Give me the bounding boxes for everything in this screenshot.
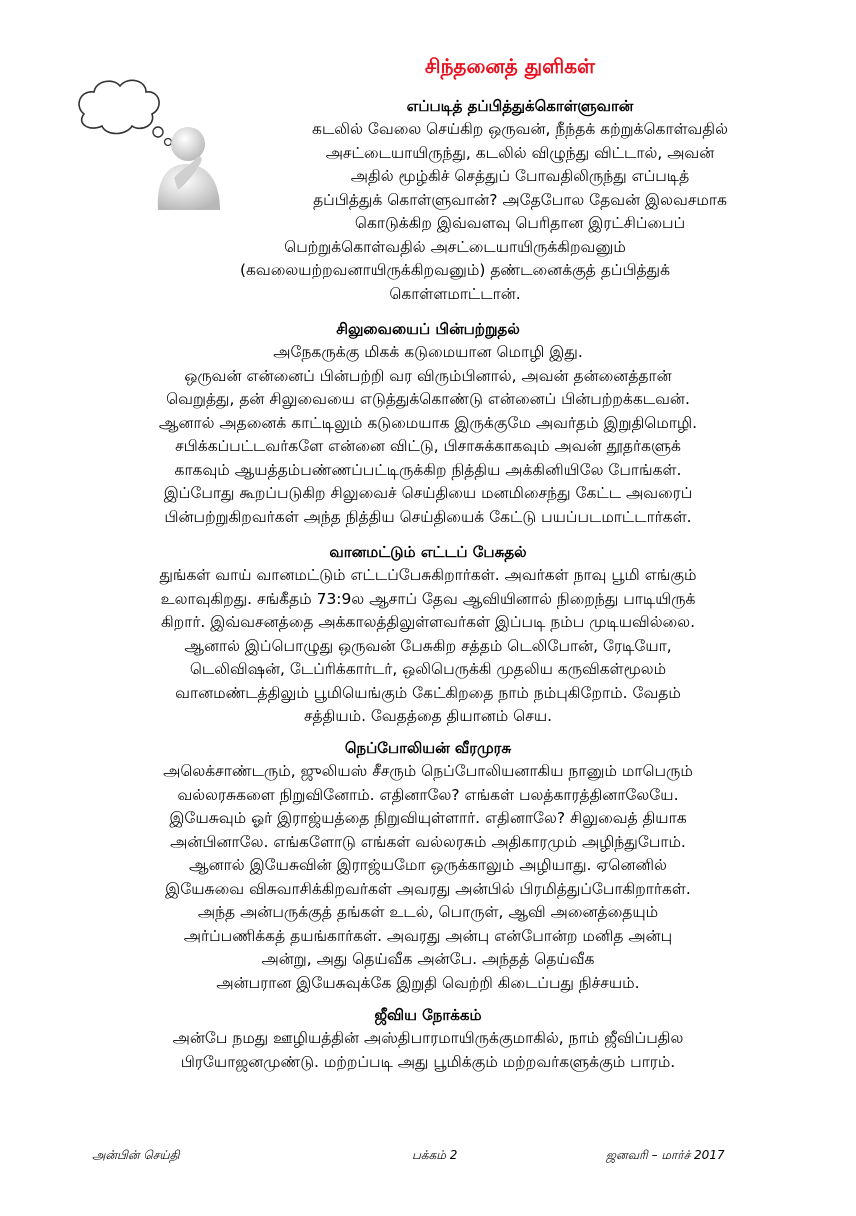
text-line: பிரயோஜனமுண்டு. மற்றப்படி அது பூமிக்கும் மற்றவர்களுக்கும் பாரம். <box>180 1052 676 1071</box>
section-title: ஜீவிய நோக்கம் <box>374 1006 482 1024</box>
text-line: அர்ப்பணிக்கத் தயங்கார்கள். அவரது அன்பு என்போன்ற மனித அன்பு <box>183 926 673 945</box>
text-line: வானமண்டத்திலும் பூமியெங்கும் கேட்கிறதை நாம் நம்புகிறோம். வேதம் <box>175 683 681 702</box>
footer-publication: அன்பின் செய்தி <box>92 1148 180 1162</box>
text-line: தப்பித்துக் கொள்ளுவான்? அதேபோல தேவன் இலவசமாக <box>313 190 727 209</box>
text-line: கடலில் வேலை செய்கிற ஒருவன், நீந்தக் கற்றுக்கொள்வதில் <box>312 120 728 138</box>
text-line: பெற்றுக்கொள்வதில் அசட்டையாயிருக்கிறவனும் <box>284 237 626 256</box>
text-line: கொள்ளமாட்டான். <box>389 284 521 303</box>
section-life-purpose <box>58 1003 798 1074</box>
text-line: அன்பே நமது ஊழியத்தின் அஸ்திபாரமாயிருக்குமாகில், நாம் ஜீவிப்பதில <box>172 1029 684 1047</box>
text-line: இயேசுவை விசுவாசிக்கிறவர்கள் அவரது அன்பில் பிரமித்துப்போகிறார்கள். <box>165 879 691 898</box>
text-line: துங்கள் வாய் வானமட்டும் எட்டப்பேசுகிறார்கள். அவர்கள் நாவு பூமி எங்கும் <box>159 566 697 584</box>
text-line: இப்போது கூறப்படுகிற சிலுவைச் செய்தியை மனமிசைந்து கேட்ட அவரைப் <box>163 484 693 502</box>
text-line: அன்பரான இயேசுவுக்கே இறுதி வெற்றி கிடைப்பது நிச்சயம். <box>216 973 640 992</box>
text-line: கிறார். இவ்வசனத்தை அக்காலத்திலுள்ளவர்கள் இப்படி நம்ப முடியவில்லை. <box>160 613 696 631</box>
section-title: வானமட்டும் எட்டப் பேசுதல் <box>329 543 527 561</box>
text-line: கொடுக்கிற இவ்வளவு பெரிதான இரட்சிப்பைப் <box>354 214 686 232</box>
text-line: ஆனால் அதனைக் காட்டிலும் கடுமையாக இருக்குமே அவர்தம் இறுதிமொழி. <box>158 413 698 432</box>
text-line: பின்பற்றுகிறவர்கள் அந்த நித்திய செய்தியைக் கேட்டு பயப்படமாட்டார்கள். <box>164 507 692 526</box>
section-title: சிலுவையைப் பின்பற்றுதல் <box>336 320 520 338</box>
text-line: ஆனால் இப்பொழுது ஒருவன் பேசுகிற சத்தம் டெலிபோன், ரேடியோ, <box>184 636 672 655</box>
text-line: அதில் மூழ்கிச் செத்துப் போவதிலிருந்து எப்படித் <box>350 167 690 185</box>
text-line: அந்த அன்பருக்குத் தங்கள் உடல், பொருள், ஆவி அனைத்தையும் <box>197 903 659 921</box>
section-escape <box>200 94 840 306</box>
text-line: (கவலையற்றவனாயிருக்கிறவனும்) தண்டனைக்குத் தப்பித்துக் <box>239 261 671 279</box>
text-line: சத்தியம். வேதத்தை தியானம் செய. <box>303 707 553 725</box>
section-speak-to-heaven <box>58 540 798 729</box>
text-line: அசட்டையாயிருந்து, கடலில் விழுந்து விட்டால், அவன் <box>325 143 715 162</box>
text-line: காகவும் ஆயத்தம்பண்ணப்பட்டிருக்கிற நித்திய அக்கினியிலே போங்கள். <box>174 460 682 479</box>
section-title: எப்படித் தப்பித்துக்கொள்ளுவான் <box>406 97 634 115</box>
text-line: அலெக்சாண்டரும், ஜுலியஸ் சீசரும் நெப்போலியனாகிய நானும் மாபெரும் <box>163 762 693 780</box>
page-title: சிந்தனைத் துளிகள் <box>424 54 596 78</box>
text-line: உலாவுகிறது. சங்கீதம் 73:9ல ஆசாப் தேவ ஆவியினால் நிறைந்து பாடியிருக் <box>160 589 696 608</box>
section-napoleon <box>58 736 798 995</box>
text-line: ஆனால் இயேசுவின் இராஜ்யமோ ஒருக்காலும் அழியாது. ஏனெனில் <box>189 856 667 874</box>
section-follow-cross <box>58 317 798 529</box>
text-line: இயேசுவும் ஓர் இராஜ்யத்தை நிறுவியுள்ளார். எதினாலே? சிலுவைத் தியாக <box>169 809 687 827</box>
footer-page-number: பக்கம் 2 <box>412 1148 458 1162</box>
text-line: அன்று, அது தெய்வீக அன்பே. அந்தத் தெய்வீக <box>261 950 595 968</box>
text-line: அன்பினாலே. எங்களோடு எங்கள் வல்லரசும் அதிகாரமும் அழிந்துபோம். <box>170 832 686 851</box>
text-line: ஒருவன் என்னைப் பின்பற்றி வர விரும்பினால், அவன் தன்னைத்தான் <box>184 366 672 385</box>
text-line: வல்லரசுகளை நிறுவினோம். எதினாலே? எங்கள் பலத்காரத்தினாலேயே. <box>177 785 679 804</box>
text-line: சபிக்கப்பட்டவர்களே என்னை விட்டு, பிசாசுக்காகவும் அவன் தூதர்களுக் <box>175 437 681 455</box>
section-title: நெப்போலியன் வீரமுரசு <box>344 739 512 757</box>
text-line: டெலிவிஷன், டேப்ரிக்கார்டர், ஒலிபெருக்கி முதலிய கருவிகள்மூலம் <box>189 660 667 678</box>
text-line: வெறுத்து, தன் சிலுவையை எடுத்துக்கொண்டு என்னைப் பின்பற்றக்கடவன். <box>166 390 690 408</box>
footer-date: ஜனவரி – மார்ச் 2017 <box>606 1148 725 1162</box>
text-line: அநேகருக்கு மிகக் கடுமையான மொழி இது. <box>273 343 583 361</box>
